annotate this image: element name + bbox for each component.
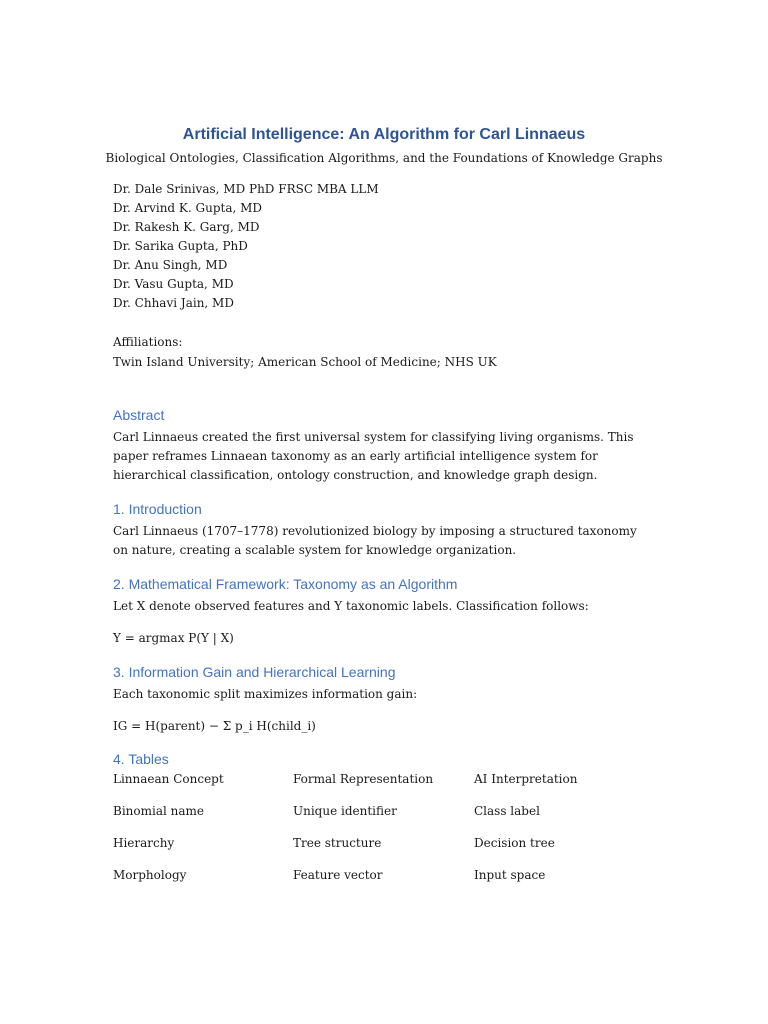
affiliations-label: Affiliations:	[113, 335, 183, 349]
table-header-cell: Formal Representation	[293, 772, 434, 786]
paper-subtitle: Biological Ontologies, Classification Algorithms, and the Foundations of Knowledge Graphs	[105, 151, 663, 165]
table-cell: Tree structure	[293, 836, 382, 850]
abstract-heading: Abstract	[113, 407, 165, 423]
paper-title: Artificial Intelligence: An Algorithm for Carl Linnaeus	[182, 126, 586, 143]
author-name: Dr. Anu Singh, MD	[113, 258, 228, 272]
table-cell: Morphology	[113, 868, 187, 882]
author-name: Dr. Dale Srinivas, MD PhD FRSC MBA LLM	[113, 182, 379, 196]
abstract-text: Carl Linnaeus created the first universal system for classifying living organisms. This paper reframes Linnaean taxonomy as an early artificial intelligence system for hierarchical classification, ontology construction, and knowledge graph design.	[113, 430, 634, 482]
taxonomy-table	[113, 770, 673, 898]
author-name: Dr. Vasu Gupta, MD	[113, 277, 234, 291]
author-name: Dr. Sarika Gupta, PhD	[113, 239, 248, 253]
author-name: Dr. Arvind K. Gupta, MD	[113, 201, 263, 215]
table-cell: Unique identifier	[293, 804, 397, 818]
table-cell: Feature vector	[293, 868, 383, 882]
table-header-cell: AI Interpretation	[474, 772, 578, 786]
framework-heading: 2. Mathematical Framework: Taxonomy as an Algorithm	[113, 576, 458, 592]
affiliations-text: Twin Island University; American School of Medicine; NHS UK	[113, 355, 497, 369]
framework-text: Let X denote observed features and Y taxonomic labels. Classification follows:	[113, 599, 589, 613]
information-gain-text: Each taxonomic split maximizes information gain:	[113, 687, 418, 701]
table-cell: Hierarchy	[113, 836, 175, 850]
author-list	[113, 180, 379, 313]
table-row	[113, 802, 673, 834]
tables-heading: 4. Tables	[113, 751, 169, 767]
author-name: Dr. Rakesh K. Garg, MD	[113, 220, 260, 234]
table-cell: Input space	[474, 868, 546, 882]
introduction-text: Carl Linnaeus (1707–1778) revolutionized biology by imposing a structured taxonomy on nature, creating a scalable system for knowledge organization.	[113, 524, 637, 557]
table-header-row	[113, 770, 673, 802]
table-row	[113, 866, 673, 898]
information-gain-heading: 3. Information Gain and Hierarchical Learning	[113, 664, 396, 680]
table-header-cell: Linnaean Concept	[113, 772, 224, 786]
introduction-heading: 1. Introduction	[113, 501, 202, 517]
table-row	[113, 834, 673, 866]
author-name: Dr. Chhavi Jain, MD	[113, 296, 234, 310]
information-gain-equation: IG = H(parent) − Σ p_i H(child_i)	[113, 719, 316, 733]
table-cell: Class label	[474, 804, 540, 818]
table-cell: Binomial name	[113, 804, 204, 818]
table-cell: Decision tree	[474, 836, 555, 850]
classification-equation: Y = argmax P(Y | X)	[113, 631, 234, 645]
